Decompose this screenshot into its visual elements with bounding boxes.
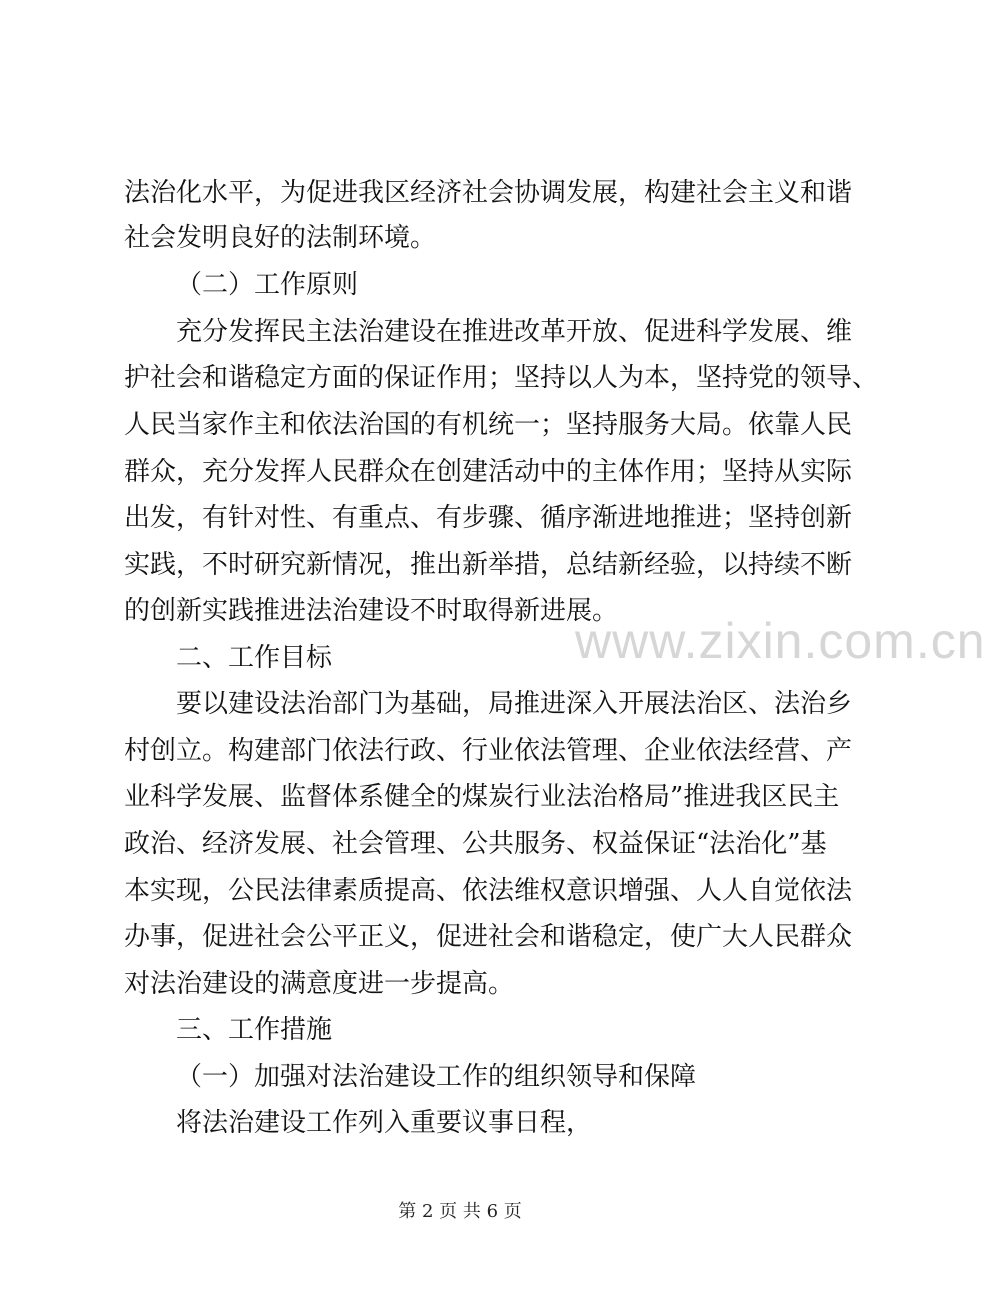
- body-text-line: 对法治建设的满意度进一步提高。: [124, 969, 515, 999]
- body-text-line: 本实现，公民法律素质提高、依法维权意识增强、人人自觉依法: [124, 876, 853, 906]
- body-text-line: 社会发明良好的法制环境。: [124, 223, 437, 253]
- section-heading-principles: （二）工作原则: [176, 270, 359, 300]
- body-text-line: 办事，促进社会公平正义，促进社会和谐稳定，使广大人民群众: [124, 922, 853, 952]
- section-heading-goals: 二、工作目标: [176, 643, 333, 673]
- body-text-line: 将法治建设工作列入重要议事日程，: [176, 1108, 593, 1138]
- body-text-line: 的创新实践推进法治建设不时取得新进展。: [124, 596, 619, 626]
- watermark: www.zixin.com.cn: [575, 613, 986, 669]
- body-text-line: 群众，充分发挥人民群众在创建活动中的主体作用；坚持从实际: [124, 457, 853, 487]
- body-text-line: 出发，有针对性、有重点、有步骤、循序渐进地推进；坚持创新: [124, 503, 853, 533]
- section-heading-measures: 三、工作措施: [176, 1015, 333, 1045]
- body-text-line: 护社会和谐稳定方面的保证作用；坚持以人为本，坚持党的领导、: [124, 363, 879, 393]
- body-text-line: 人民当家作主和依法治国的有机统一；坚持服务大局。依靠人民: [124, 410, 853, 440]
- page-footer: 第 2 页 共 6 页: [398, 1201, 522, 1222]
- body-text-line: 业科学发展、监督体系健全的煤炭行业法治格局”推进我区民主: [124, 782, 840, 812]
- body-text-line: 充分发挥民主法治建设在推进改革开放、促进科学发展、维: [176, 317, 853, 347]
- body-text-line: 村创立。构建部门依法行政、行业依法管理、企业依法经营、产: [124, 736, 853, 766]
- section-heading-measure-1: （一）加强对法治建设工作的组织领导和保障: [176, 1062, 697, 1092]
- body-text-line: 要以建设法治部门为基础，局推进深入开展法治区、法治乡: [176, 689, 853, 719]
- body-text-line: 政治、经济发展、社会管理、公共服务、权益保证“法治化”基: [124, 829, 827, 859]
- body-text-line: 实践，不时研究新情况，推出新举措，总结新经验，以持续不断: [124, 550, 853, 580]
- body-text-line: 法治化水平，为促进我区经济社会协调发展，构建社会主义和谐: [124, 178, 853, 208]
